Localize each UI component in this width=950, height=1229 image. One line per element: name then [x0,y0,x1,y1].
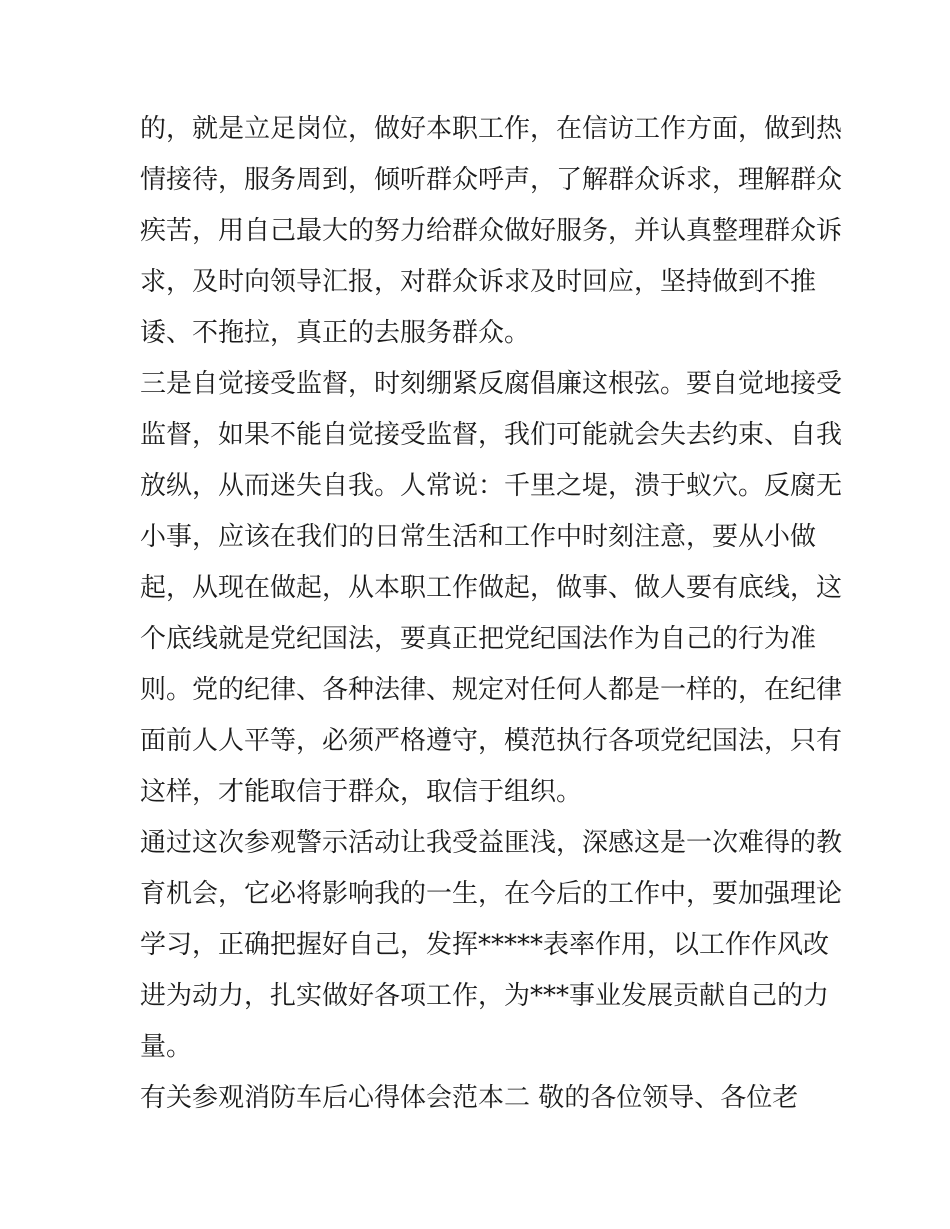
text-line: 起，从现在做起，从本职工作做起，做事、做人要有底线，这 [140,573,843,603]
text-line: 这样，才能取信于群众，取信于组织。 [140,777,583,807]
text-line: 进为动力，扎实做好各项工作，为***事业发展贡献自己的力 [140,981,830,1011]
body-text [140,104,843,1124]
text-line: 小事，应该在我们的日常生活和工作中时刻注意，要从小做 [140,522,817,552]
text-line: 疾苦，用自己最大的努力给群众做好服务，并认真整理群众诉 [140,216,843,246]
text-line: 个底线就是党纪国法，要真正把党纪国法作为自己的行为准 [140,624,817,654]
text-line: 求，及时向领导汇报，对群众诉求及时回应，坚持做到不推 [140,267,817,297]
text-line: 则。党的纪律、各种法律、规定对任何人都是一样的，在纪律 [140,675,843,705]
text-line: 诿、不拖拉，真正的去服务群众。 [140,318,531,348]
text-line: 育机会，它必将影响我的一生，在今后的工作中，要加强理论 [140,879,843,909]
text-line: 有关参观消防车后心得体会范本二 敬的各位领导、各位老 [140,1083,799,1113]
text-line: 三是自觉接受监督，时刻绷紧反腐倡廉这根弦。要自觉地接受 [140,369,843,399]
text-line: 学习，正确把握好自己，发挥*****表率作用，以工作作风改 [140,930,830,960]
text-line: 通过这次参观警示活动让我受益匪浅，深感这是一次难得的教 [140,828,843,858]
text-line: 情接待，服务周到，倾听群众呼声，了解群众诉求，理解群众 [140,165,843,195]
text-line: 监督，如果不能自觉接受监督，我们可能就会失去约束、自我 [140,420,843,450]
text-line: 面前人人平等，必须严格遵守，模范执行各项党纪国法，只有 [140,726,843,756]
text-line: 量。 [140,1032,193,1062]
text-line: 的，就是立足岗位，做好本职工作，在信访工作方面，做到热 [140,114,843,144]
text-line: 放纵，从而迷失自我。人常说：千里之堤，溃于蚁穴。反腐无 [140,471,843,501]
